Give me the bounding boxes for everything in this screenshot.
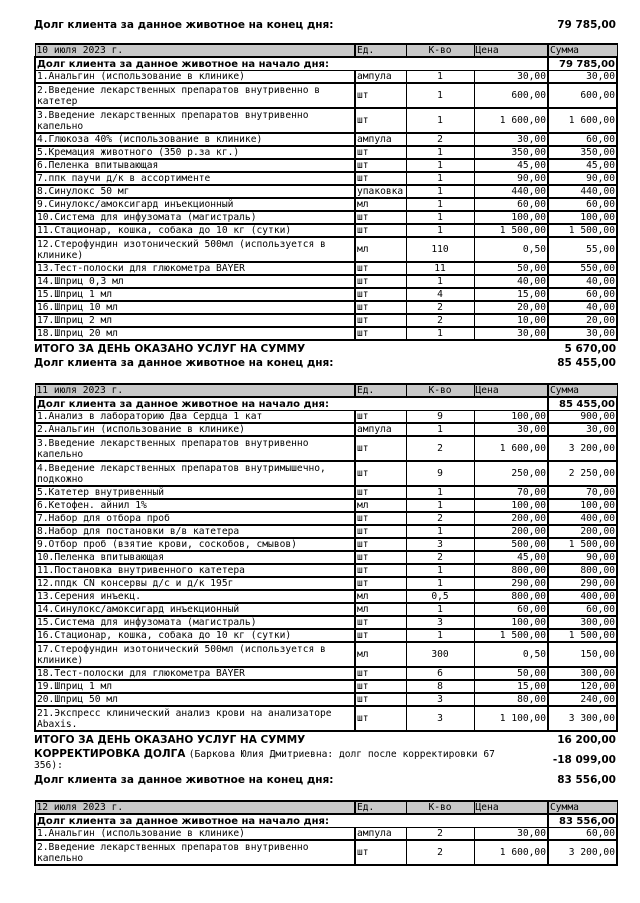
service-sum: 60,00 xyxy=(548,133,617,146)
service-name: 16.Шприц 10 мл xyxy=(35,301,355,314)
day-total-label: ИТОГО ЗА ДЕНЬ ОКАЗАНО УСЛУГ НА СУММУ xyxy=(34,734,306,746)
end-debt-label: Долг клиента за данное животное на конец дня: xyxy=(34,357,334,369)
table-row xyxy=(35,71,617,84)
service-sum: 70,00 xyxy=(548,486,617,499)
opening-debt-label: Долг клиента за данное животное на начало дня: xyxy=(35,814,548,828)
table-row xyxy=(35,680,617,693)
opening-debt-value: 83 556,00 xyxy=(548,814,617,828)
service-sum: 60,00 xyxy=(548,198,617,211)
service-sum: 400,00 xyxy=(548,512,617,525)
service-sum: 30,00 xyxy=(548,71,617,84)
service-qty: 1 xyxy=(406,71,474,84)
service-price: 1 600,00 xyxy=(474,840,548,865)
service-price: 440,00 xyxy=(474,185,548,198)
service-unit: шт xyxy=(355,411,406,424)
table-row xyxy=(35,538,617,551)
service-qty: 1 xyxy=(406,146,474,159)
table-header-row xyxy=(35,44,617,57)
service-unit: шт xyxy=(355,461,406,486)
table-row xyxy=(35,512,617,525)
service-unit: шт xyxy=(355,616,406,629)
service-price: 0,50 xyxy=(474,642,548,667)
service-unit: ампула xyxy=(355,71,406,84)
service-unit: шт xyxy=(355,108,406,133)
service-name: 12.Стерофундин изотонический 500мл (используется в клинике) xyxy=(35,237,355,262)
day-table xyxy=(34,43,618,341)
table-row xyxy=(35,262,617,275)
service-price: 0,50 xyxy=(474,237,548,262)
service-qty: 11 xyxy=(406,262,474,275)
end-debt-line xyxy=(34,773,616,787)
date-header: 12 июля 2023 г. xyxy=(35,801,355,814)
service-qty: 300 xyxy=(406,642,474,667)
service-unit: ампула xyxy=(355,423,406,436)
service-price: 1 600,00 xyxy=(474,108,548,133)
day-total-value: 16 200,00 xyxy=(557,734,616,746)
service-unit: шт xyxy=(355,211,406,224)
service-price: 30,00 xyxy=(474,423,548,436)
day-total-value: 5 670,00 xyxy=(564,343,616,355)
service-name: 1.Анальгин (использование в клинике) xyxy=(35,828,355,841)
service-price: 45,00 xyxy=(474,159,548,172)
service-unit: шт xyxy=(355,288,406,301)
service-sum: 300,00 xyxy=(548,616,617,629)
table-row xyxy=(35,83,617,108)
service-sum: 290,00 xyxy=(548,577,617,590)
service-qty: 3 xyxy=(406,693,474,706)
end-debt-value: 83 556,00 xyxy=(557,774,616,786)
service-qty: 2 xyxy=(406,314,474,327)
service-sum: 55,00 xyxy=(548,237,617,262)
service-name: 7.Набор для отбора проб xyxy=(35,512,355,525)
service-unit: шт xyxy=(355,486,406,499)
service-name: 11.Стационар, кошка, собака до 10 кг (сутки) xyxy=(35,224,355,237)
price-header: Цена xyxy=(474,801,548,814)
previous-end-debt-line xyxy=(34,18,616,32)
service-unit: шт xyxy=(355,172,406,185)
table-row xyxy=(35,172,617,185)
date-header: 10 июля 2023 г. xyxy=(35,44,355,57)
service-sum: 3 200,00 xyxy=(548,840,617,865)
service-qty: 9 xyxy=(406,461,474,486)
service-price: 10,00 xyxy=(474,314,548,327)
table-row xyxy=(35,411,617,424)
table-header-row xyxy=(35,801,617,814)
qty-header: К-во xyxy=(406,801,474,814)
debt-correction-line xyxy=(34,747,616,773)
service-name: 20.Шприц 50 мл xyxy=(35,693,355,706)
service-qty: 1 xyxy=(406,629,474,642)
opening-debt-row xyxy=(35,397,617,411)
service-price: 290,00 xyxy=(474,577,548,590)
service-name: 2.Анальгин (использование в клинике) xyxy=(35,423,355,436)
correction-note: (Баркова Юлия Дмитриевна: долг после корректировки 67 356): xyxy=(34,749,495,771)
table-row xyxy=(35,590,617,603)
end-debt-value: 85 455,00 xyxy=(557,357,616,369)
service-sum: 600,00 xyxy=(548,83,617,108)
service-qty: 2 xyxy=(406,828,474,841)
service-price: 20,00 xyxy=(474,301,548,314)
service-sum: 20,00 xyxy=(548,314,617,327)
service-qty: 8 xyxy=(406,680,474,693)
service-name: 3.Введение лекарственных препаратов внутривенно капельно xyxy=(35,108,355,133)
table-row xyxy=(35,301,617,314)
service-name: 8.Синулокс 50 мг xyxy=(35,185,355,198)
service-sum: 40,00 xyxy=(548,275,617,288)
service-price: 80,00 xyxy=(474,693,548,706)
service-qty: 1 xyxy=(406,603,474,616)
table-row xyxy=(35,288,617,301)
service-unit: шт xyxy=(355,538,406,551)
service-price: 600,00 xyxy=(474,83,548,108)
service-unit: шт xyxy=(355,564,406,577)
opening-debt-label: Долг клиента за данное животное на начало дня: xyxy=(35,57,548,71)
service-name: 17.Шприц 2 мл xyxy=(35,314,355,327)
service-qty: 2 xyxy=(406,840,474,865)
service-name: 2.Введение лекарственных препаратов внутривенно в катетер xyxy=(35,83,355,108)
service-unit: шт xyxy=(355,551,406,564)
table-row xyxy=(35,840,617,865)
service-sum: 150,00 xyxy=(548,642,617,667)
service-sum: 400,00 xyxy=(548,590,617,603)
table-row xyxy=(35,327,617,340)
day-table xyxy=(34,383,618,732)
date-header: 11 июля 2023 г. xyxy=(35,384,355,397)
service-unit: шт xyxy=(355,159,406,172)
service-qty: 1 xyxy=(406,275,474,288)
table-row xyxy=(35,211,617,224)
table-row xyxy=(35,629,617,642)
table-row xyxy=(35,133,617,146)
service-price: 800,00 xyxy=(474,564,548,577)
service-qty: 3 xyxy=(406,538,474,551)
service-sum: 300,00 xyxy=(548,667,617,680)
service-price: 100,00 xyxy=(474,411,548,424)
service-sum: 440,00 xyxy=(548,185,617,198)
table-row xyxy=(35,423,617,436)
sum-header: Сумма xyxy=(548,801,617,814)
service-sum: 60,00 xyxy=(548,828,617,841)
unit-header: Ед. xyxy=(355,384,406,397)
service-unit: мл xyxy=(355,198,406,211)
service-sum: 30,00 xyxy=(548,423,617,436)
service-name: 5.Кремация животного (350 р.за кг.) xyxy=(35,146,355,159)
table-row xyxy=(35,828,617,841)
service-name: 13.Серения инъекц. xyxy=(35,590,355,603)
service-price: 15,00 xyxy=(474,288,548,301)
table-row xyxy=(35,185,617,198)
service-price: 40,00 xyxy=(474,275,548,288)
service-price: 30,00 xyxy=(474,133,548,146)
service-name: 16.Стационар, кошка, собака до 10 кг (сутки) xyxy=(35,629,355,642)
service-price: 100,00 xyxy=(474,616,548,629)
table-row xyxy=(35,237,617,262)
qty-header: К-во xyxy=(406,384,474,397)
correction-label: КОРРЕКТИРОВКА ДОЛГА xyxy=(34,748,186,760)
service-sum: 3 200,00 xyxy=(548,436,617,461)
unit-header: Ед. xyxy=(355,801,406,814)
service-unit: шт xyxy=(355,706,406,731)
day-total-line xyxy=(34,733,616,747)
service-price: 60,00 xyxy=(474,198,548,211)
table-row xyxy=(35,499,617,512)
service-name: 4.Введение лекарственных препаратов внутримышечно, подкожно xyxy=(35,461,355,486)
service-qty: 1 xyxy=(406,327,474,340)
service-unit: мл xyxy=(355,590,406,603)
service-qty: 2 xyxy=(406,133,474,146)
day-table xyxy=(34,800,618,866)
service-sum: 900,00 xyxy=(548,411,617,424)
service-sum: 3 300,00 xyxy=(548,706,617,731)
service-unit: шт xyxy=(355,327,406,340)
service-sum: 240,00 xyxy=(548,693,617,706)
price-header: Цена xyxy=(474,44,548,57)
service-price: 500,00 xyxy=(474,538,548,551)
service-price: 350,00 xyxy=(474,146,548,159)
service-price: 60,00 xyxy=(474,603,548,616)
service-unit: шт xyxy=(355,314,406,327)
opening-debt-row xyxy=(35,814,617,828)
service-qty: 1 xyxy=(406,211,474,224)
service-price: 45,00 xyxy=(474,551,548,564)
service-qty: 3 xyxy=(406,616,474,629)
service-price: 200,00 xyxy=(474,512,548,525)
service-price: 70,00 xyxy=(474,486,548,499)
service-name: 18.Шприц 20 мл xyxy=(35,327,355,340)
service-qty: 2 xyxy=(406,551,474,564)
service-name: 15.Система для инфузомата (магистраль) xyxy=(35,616,355,629)
service-name: 9.Отбор проб (взятие крови, соскобов, смывов) xyxy=(35,538,355,551)
service-qty: 1 xyxy=(406,198,474,211)
opening-debt-value: 85 455,00 xyxy=(548,397,617,411)
table-row xyxy=(35,275,617,288)
end-debt-line xyxy=(34,356,616,370)
service-name: 18.Тест-полоски для глюкометра BAYER xyxy=(35,667,355,680)
opening-debt-label: Долг клиента за данное животное на начало дня: xyxy=(35,397,548,411)
service-sum: 1 500,00 xyxy=(548,629,617,642)
service-unit: шт xyxy=(355,262,406,275)
service-sum: 1 600,00 xyxy=(548,108,617,133)
table-row xyxy=(35,314,617,327)
sum-header: Сумма xyxy=(548,384,617,397)
service-unit: шт xyxy=(355,146,406,159)
table-row xyxy=(35,461,617,486)
service-sum: 30,00 xyxy=(548,327,617,340)
day-total-label: ИТОГО ЗА ДЕНЬ ОКАЗАНО УСЛУГ НА СУММУ xyxy=(34,343,306,355)
service-price: 30,00 xyxy=(474,327,548,340)
service-unit: шт xyxy=(355,301,406,314)
service-qty: 4 xyxy=(406,288,474,301)
service-unit: мл xyxy=(355,603,406,616)
service-price: 100,00 xyxy=(474,211,548,224)
service-price: 1 500,00 xyxy=(474,629,548,642)
service-price: 800,00 xyxy=(474,590,548,603)
service-unit: ампула xyxy=(355,828,406,841)
service-unit: шт xyxy=(355,512,406,525)
service-qty: 0,5 xyxy=(406,590,474,603)
service-unit: шт xyxy=(355,693,406,706)
table-row xyxy=(35,525,617,538)
service-qty: 110 xyxy=(406,237,474,262)
service-qty: 2 xyxy=(406,512,474,525)
service-name: 3.Введение лекарственных препаратов внутривенно капельно xyxy=(35,436,355,461)
service-name: 6.Пеленка впитывающая xyxy=(35,159,355,172)
service-qty: 1 xyxy=(406,525,474,538)
service-sum: 200,00 xyxy=(548,525,617,538)
table-row xyxy=(35,706,617,731)
service-sum: 90,00 xyxy=(548,172,617,185)
service-unit: шт xyxy=(355,840,406,865)
service-name: 15.Шприц 1 мл xyxy=(35,288,355,301)
service-name: 21.Экспресс клинический анализ крови на анализаторе Abaxis. xyxy=(35,706,355,731)
service-name: 9.Синулокс/амоксигард инъекционный xyxy=(35,198,355,211)
service-unit: упаковка xyxy=(355,185,406,198)
service-price: 90,00 xyxy=(474,172,548,185)
service-name: 1.Анализ в лабораторию Два Сердца 1 кат xyxy=(35,411,355,424)
service-unit: ампула xyxy=(355,133,406,146)
service-name: 10.Система для инфузомата (магистраль) xyxy=(35,211,355,224)
service-price: 1 100,00 xyxy=(474,706,548,731)
service-name: 14.Шприц 0,3 мл xyxy=(35,275,355,288)
service-sum: 550,00 xyxy=(548,262,617,275)
service-price: 1 500,00 xyxy=(474,224,548,237)
service-name: 13.Тест-полоски для глюкометра BAYER xyxy=(35,262,355,275)
service-qty: 6 xyxy=(406,667,474,680)
service-qty: 1 xyxy=(406,224,474,237)
table-row xyxy=(35,564,617,577)
service-qty: 1 xyxy=(406,423,474,436)
service-qty: 1 xyxy=(406,486,474,499)
service-qty: 1 xyxy=(406,564,474,577)
service-sum: 800,00 xyxy=(548,564,617,577)
service-price: 200,00 xyxy=(474,525,548,538)
qty-header: К-во xyxy=(406,44,474,57)
service-unit: шт xyxy=(355,275,406,288)
table-row xyxy=(35,667,617,680)
service-qty: 1 xyxy=(406,577,474,590)
service-sum: 1 500,00 xyxy=(548,224,617,237)
day-total-line xyxy=(34,342,616,356)
table-row xyxy=(35,642,617,667)
service-sum: 40,00 xyxy=(548,301,617,314)
table-row xyxy=(35,551,617,564)
service-name: 14.Синулокс/амоксигард инъекционный xyxy=(35,603,355,616)
table-row xyxy=(35,159,617,172)
table-row xyxy=(35,146,617,159)
service-name: 19.Шприц 1 мл xyxy=(35,680,355,693)
table-row xyxy=(35,577,617,590)
end-debt-label: Долг клиента за данное животное на конец дня: xyxy=(34,774,334,786)
service-unit: шт xyxy=(355,629,406,642)
service-name: 17.Стерофундин изотонический 500мл (используется в клинике) xyxy=(35,642,355,667)
service-price: 250,00 xyxy=(474,461,548,486)
service-sum: 350,00 xyxy=(548,146,617,159)
service-unit: шт xyxy=(355,436,406,461)
service-unit: шт xyxy=(355,224,406,237)
invoice-document xyxy=(34,0,616,866)
opening-debt-row xyxy=(35,57,617,71)
correction-value: -18 099,00 xyxy=(552,754,616,766)
day-section xyxy=(34,800,616,866)
service-qty: 1 xyxy=(406,499,474,512)
service-unit: шт xyxy=(355,667,406,680)
service-qty: 2 xyxy=(406,436,474,461)
service-qty: 1 xyxy=(406,172,474,185)
service-unit: шт xyxy=(355,577,406,590)
service-qty: 2 xyxy=(406,301,474,314)
service-name: 12.ппдк CN консервы д/с и д/к 195г xyxy=(35,577,355,590)
opening-debt-value: 79 785,00 xyxy=(548,57,617,71)
end-debt-value: 79 785,00 xyxy=(557,19,616,31)
service-sum: 60,00 xyxy=(548,288,617,301)
service-qty: 1 xyxy=(406,159,474,172)
service-price: 50,00 xyxy=(474,262,548,275)
table-row xyxy=(35,224,617,237)
sum-header: Сумма xyxy=(548,44,617,57)
service-sum: 100,00 xyxy=(548,499,617,512)
service-name: 7.ппк паучи д/к в ассортименте xyxy=(35,172,355,185)
service-qty: 1 xyxy=(406,108,474,133)
service-sum: 90,00 xyxy=(548,551,617,564)
service-unit: шт xyxy=(355,680,406,693)
service-name: 8.Набор для постановки в/в катетера xyxy=(35,525,355,538)
service-name: 4.Глюкоза 40% (использование в клинике) xyxy=(35,133,355,146)
service-price: 30,00 xyxy=(474,71,548,84)
end-debt-label: Долг клиента за данное животное на конец дня: xyxy=(34,19,334,31)
service-qty: 9 xyxy=(406,411,474,424)
service-unit: мл xyxy=(355,642,406,667)
service-price: 1 600,00 xyxy=(474,436,548,461)
table-row xyxy=(35,603,617,616)
service-name: 1.Анальгин (использование в клинике) xyxy=(35,71,355,84)
service-price: 30,00 xyxy=(474,828,548,841)
table-row xyxy=(35,616,617,629)
table-row xyxy=(35,198,617,211)
service-unit: шт xyxy=(355,525,406,538)
day-section xyxy=(34,43,616,383)
table-row xyxy=(35,436,617,461)
service-qty: 3 xyxy=(406,706,474,731)
service-price: 15,00 xyxy=(474,680,548,693)
service-sum: 2 250,00 xyxy=(548,461,617,486)
table-row xyxy=(35,486,617,499)
service-qty: 1 xyxy=(406,185,474,198)
day-section xyxy=(34,383,616,800)
table-row xyxy=(35,108,617,133)
service-unit: мл xyxy=(355,237,406,262)
service-price: 100,00 xyxy=(474,499,548,512)
service-sum: 60,00 xyxy=(548,603,617,616)
service-price: 50,00 xyxy=(474,667,548,680)
service-name: 6.Кетофен. айнил 1% xyxy=(35,499,355,512)
service-name: 5.Катетер внутривенный xyxy=(35,486,355,499)
table-row xyxy=(35,693,617,706)
service-unit: мл xyxy=(355,499,406,512)
service-sum: 45,00 xyxy=(548,159,617,172)
table-header-row xyxy=(35,384,617,397)
service-sum: 120,00 xyxy=(548,680,617,693)
service-name: 10.Пеленка впитывающая xyxy=(35,551,355,564)
unit-header: Ед. xyxy=(355,44,406,57)
service-qty: 1 xyxy=(406,83,474,108)
service-sum: 100,00 xyxy=(548,211,617,224)
service-unit: шт xyxy=(355,83,406,108)
service-name: 11.Постановка внутривенного катетера xyxy=(35,564,355,577)
service-name: 2.Введение лекарственных препаратов внутривенно капельно xyxy=(35,840,355,865)
price-header: Цена xyxy=(474,384,548,397)
service-sum: 1 500,00 xyxy=(548,538,617,551)
